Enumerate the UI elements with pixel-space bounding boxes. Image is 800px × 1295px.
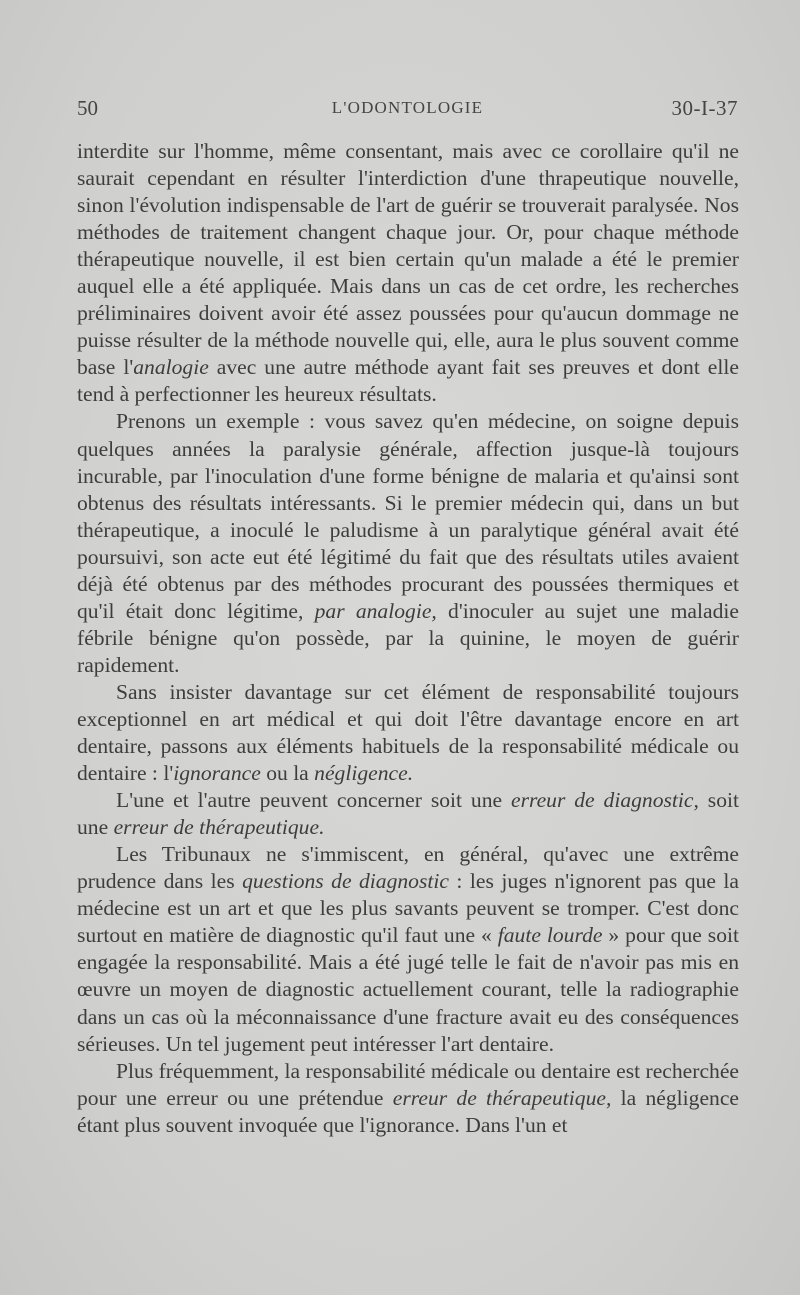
text-run: avec une autre méthode ayant fait ses preuves et dont elle tend à perfectionner les heureux résultats. (77, 355, 739, 407)
italic-text: ignorance (173, 761, 261, 786)
text-run: d'inoculer au sujet une maladie fébrile bénigne qu'on possède, par la quinine, le moyen de guérir rapidement. (77, 598, 739, 677)
italic-text: erreur de diagnostic, (510, 788, 699, 813)
italic-text: erreur de thérapeutique, (392, 1085, 612, 1110)
text-run: la négligence étant plus souvent invoquée que l'ignorance. Dans l'un et (77, 1085, 740, 1137)
paragraph-p4 (77, 787, 739, 841)
text-run: ou la (260, 761, 315, 786)
italic-text: négligence. (314, 761, 414, 786)
body-text (77, 138, 739, 1139)
text-run: : les juges n'ignorent pas que la médecine est un art et que les plus savants peuvent se tromper. C'est donc surtout en matière de diagnostic qu'il faut une « (77, 869, 739, 948)
text-run: » pour que soit engagée la responsabilité. Mais a été jugé telle le fait de n'avoir pas mis en œuvre un moyen de diagnostic actuellement courant, telle la radiographie dans un cas où la méconnaissance d'une fracture avait eu des conséquences sérieuses. Un tel jugement peut intéresser l'art dentaire. (77, 923, 739, 1056)
italic-text: questions de diagnostic (242, 869, 449, 894)
italic-text: erreur de thérapeutique. (113, 815, 325, 840)
text-run: Les Tribunaux ne s'immiscent, en général, qu'avec une extrême prudence dans les (77, 842, 739, 894)
paragraph-p1 (77, 138, 739, 408)
paragraph-p6 (77, 1058, 739, 1139)
page-header (77, 96, 738, 126)
text-run: Prenons un exemple : vous savez qu'en médecine, on soigne depuis quelques années la paralysie générale, affection jusque-là toujours incurable, par l'inoculation d'une forme bénigne de malaria et qu'ainsi sont obtenus des résultats intéressants. Si le premier médecin qui, dans un but thérapeutique, a inoculé le paludisme à un paralytique général avait été poursuivi, son acte eut été légitimé du fait que des résultats utiles avaient déjà été obtenus par des méthodes procurant des poussées thermiques et qu'il était donc légitime, (77, 409, 739, 623)
running-title: L'ODONTOLOGIE (331, 98, 484, 117)
text-run: interdite sur l'homme, même consentant, mais avec ce corollaire qu'il ne saurait cependant en résulter l'interdiction d'une thrapeutique nouvelle, sinon l'évolution indispensable de l'art de guérir se trouverait paralysée. Nos méthodes de traitement changent chaque jour. Or, pour chaque méthode thérapeutique nouvelle, il est bien certain qu'un malade a été le premier auquel elle a été appliquée. Mais dans un cas de cet ordre, les recherches préliminaires doivent avoir été assez poussées pour qu'aucun dommage ne puisse résulter de la méthode nouvelle qui, elle, aura le plus souvent comme base l' (77, 139, 739, 380)
text-run: Sans insister davantage sur cet élément de responsabilité toujours exceptionnel en art médical et qui doit l'être davantage encore en art dentaire, passons aux éléments habituels de la responsabilité médicale ou dentaire : l' (77, 679, 739, 786)
paragraph-p2 (77, 408, 739, 678)
issue-date: 30-I-37 (671, 96, 738, 120)
paragraph-p3 (77, 679, 739, 787)
page-number: 50 (77, 96, 98, 120)
italic-text: analogie (133, 355, 209, 380)
text-run: L'une et l'autre peuvent concerner soit une (116, 788, 511, 813)
italic-text: par analogie, (314, 598, 437, 623)
text-run: Plus fréquemment, la responsabilité médicale ou dentaire est recherchée pour une erreur ou une prétendue (77, 1058, 739, 1110)
paragraph-p5 (77, 841, 739, 1057)
text-run: soit une (77, 788, 739, 840)
italic-text: faute lourde (497, 923, 603, 948)
